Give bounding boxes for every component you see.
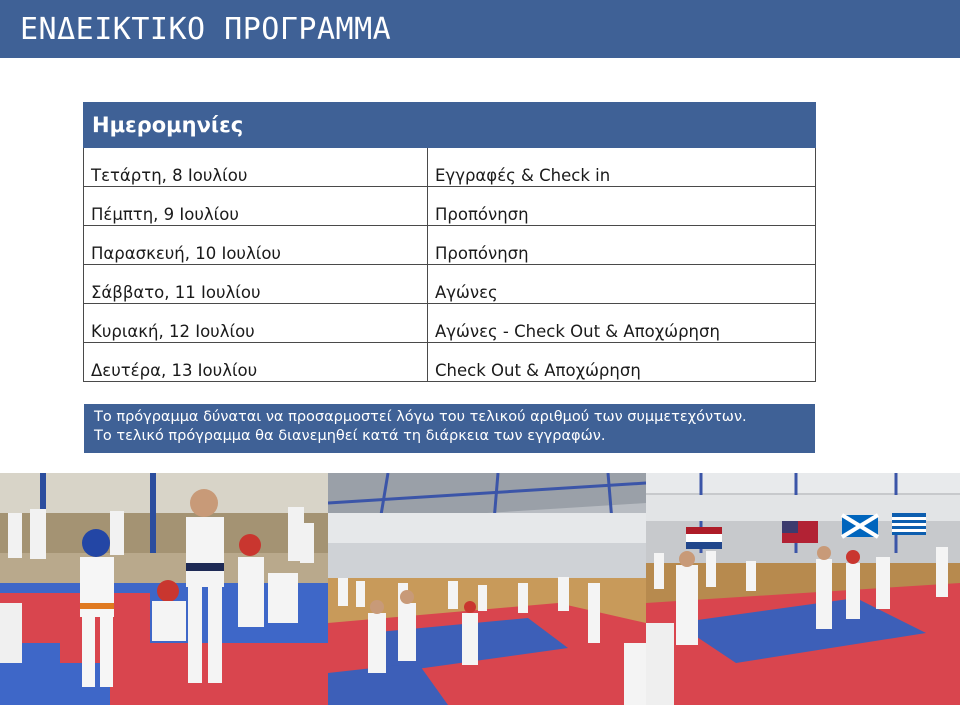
date-cell: Κυριακή, 12 Ιουλίου	[84, 304, 428, 343]
activity-cell: Προπόνηση	[428, 187, 816, 226]
table-row	[84, 343, 816, 382]
photo-hall-flags	[646, 473, 960, 705]
activity-cell: Αγώνες - Check Out & Αποχώρηση	[428, 304, 816, 343]
date-cell: Δευτέρα, 13 Ιουλίου	[84, 343, 428, 382]
photo-strip	[0, 473, 960, 705]
date-cell: Τετάρτη, 8 Ιουλίου	[84, 148, 428, 187]
table-row	[84, 226, 816, 265]
page-title: ΕΝΔΕΙΚΤΙΚΟ ΠΡΟΓΡΑΜΜΑ	[20, 12, 392, 47]
note-line-1: Το πρόγραμμα δύναται να προσαρμοστεί λόγω του τελικού αριθμού των συμμετεχόντων.	[94, 409, 747, 425]
activity-cell: Προπόνηση	[428, 226, 816, 265]
note-line-2: Το τελικό πρόγραμμα θα διανεμηθεί κατά τη διάρκεια των εγγραφών.	[94, 428, 606, 444]
table-header-row	[84, 103, 816, 148]
table-row	[84, 187, 816, 226]
date-cell: Παρασκευή, 10 Ιουλίου	[84, 226, 428, 265]
table-row	[84, 148, 816, 187]
activity-column-header	[428, 103, 816, 148]
activity-cell: Check Out & Αποχώρηση	[428, 343, 816, 382]
photo-gym-hall	[328, 473, 646, 705]
date-cell: Πέμπτη, 9 Ιουλίου	[84, 187, 428, 226]
activity-cell: Εγγραφές & Check in	[428, 148, 816, 187]
schedule-table	[83, 102, 816, 382]
table-row	[84, 304, 816, 343]
title-bar	[0, 0, 960, 58]
table-row	[84, 265, 816, 304]
date-cell: Σάββατο, 11 Ιουλίου	[84, 265, 428, 304]
schedule-note	[84, 404, 815, 453]
dates-column-header: Ημερομηνίες	[84, 103, 428, 148]
photo-athletes-closeup	[0, 473, 328, 705]
activity-cell: Αγώνες	[428, 265, 816, 304]
